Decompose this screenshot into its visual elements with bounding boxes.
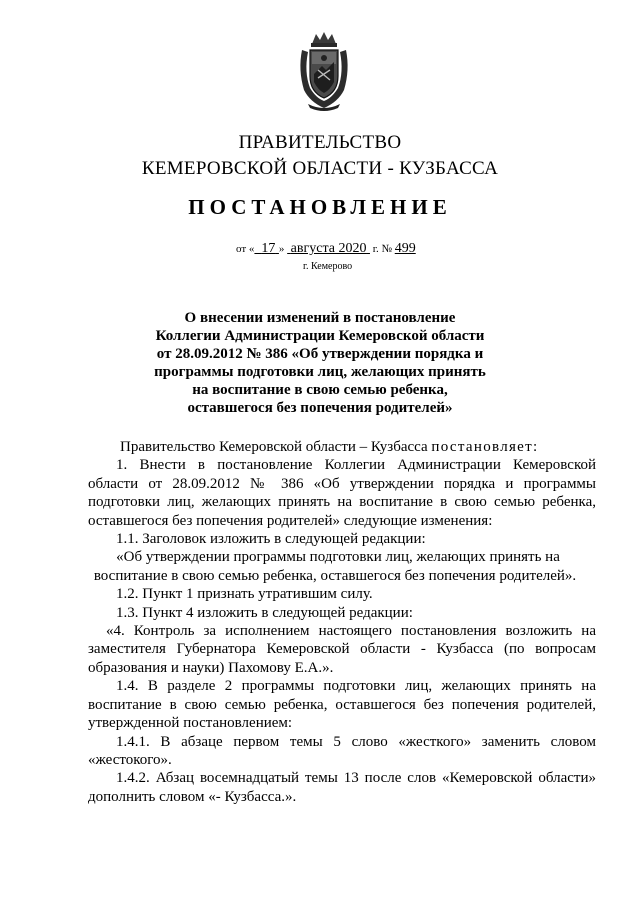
paragraph-1-1: 1.1. Заголовок изложить в следующей редакции: (116, 531, 426, 548)
date-day: 17 (261, 241, 276, 256)
date-mid: » (278, 243, 288, 255)
date-number-line (236, 241, 416, 257)
government-title-line2: КЕМЕРОВСКОЙ ОБЛАСТИ - КУЗБАССА (141, 158, 499, 179)
paragraph-1-1-quote-line1: «Об утверждении программы подготовки лиц, желающих принять на (116, 549, 560, 566)
city-name: г. Кемерово (303, 261, 353, 272)
intro-paragraph: Правительство Кемеровской области – Кузбасса постановляет: (120, 439, 539, 455)
heading-line: на воспитание в свою семью ребенка, (192, 382, 448, 398)
government-title-line1: ПРАВИТЕЛЬСТВО (238, 132, 402, 153)
resolves-word: постановляет: (431, 439, 539, 455)
year-suffix: г. № (369, 243, 392, 255)
heading-line: программы подготовки лиц, желающих принять (154, 364, 486, 380)
document-heading (0, 309, 640, 417)
heading-line: от 28.09.2012 № 386 «Об утверждении порядка и (156, 346, 484, 362)
heading-line: О внесении изменений в постановление (184, 310, 456, 326)
paragraph-1-3-quote: «4. Контроль за исполнением настоящего постановления возложить на заместителя Губернатора Кемеровской области - Кузбасса (по вопросам образования и науки) Пахомову Е.А.». (88, 623, 596, 676)
paragraph-1-4-2: 1.4.2. Абзац восемнадцатый темы 13 после слов «Кемеровской области» дополнить словом «- Кузбасса.». (88, 770, 596, 805)
document-number: 499 (394, 241, 416, 256)
date-month-year: августа 2020 (290, 241, 367, 256)
paragraph-1-4-1: 1.4.1. В абзаце первом темы 5 слово «жесткого» заменить словом «жестокого». (88, 733, 596, 768)
paragraph-1-1-quote-line2: воспитание в свою семью ребенка, оставшегося без попечения родителей». (93, 567, 577, 584)
document-type-title: ПОСТАНОВЛЕНИЕ (188, 195, 452, 219)
coat-of-arms-icon (296, 30, 352, 112)
heading-line: Коллегии Администрации Кемеровской области (155, 328, 485, 344)
document-body (88, 438, 596, 806)
heading-line: оставшегося без попечения родителей» (187, 400, 453, 416)
paragraph-1: 1. Внести в постановление Коллегии Администрации Кемеровской области от 28.09.2012 № 386 «Об утверждении порядка и программы подготовки лиц, желающих принять на воспитание в свою семью ребенка, оставшегося без попечения родителей» следующие изменения: (88, 457, 596, 529)
paragraph-1-3: 1.3. Пункт 4 изложить в следующей редакции: (116, 604, 413, 621)
paragraph-1-2: 1.2. Пункт 1 признать утратившим силу. (116, 586, 373, 603)
coat-of-arms-emblem (296, 30, 352, 112)
paragraph-1-4: 1.4. В разделе 2 программы подготовки лиц, желающих принять на воспитание в свою семью ребенка, оставшегося без попечения родителей, утвержденной постановлением: (88, 678, 596, 732)
date-prefix: от « (236, 243, 255, 255)
